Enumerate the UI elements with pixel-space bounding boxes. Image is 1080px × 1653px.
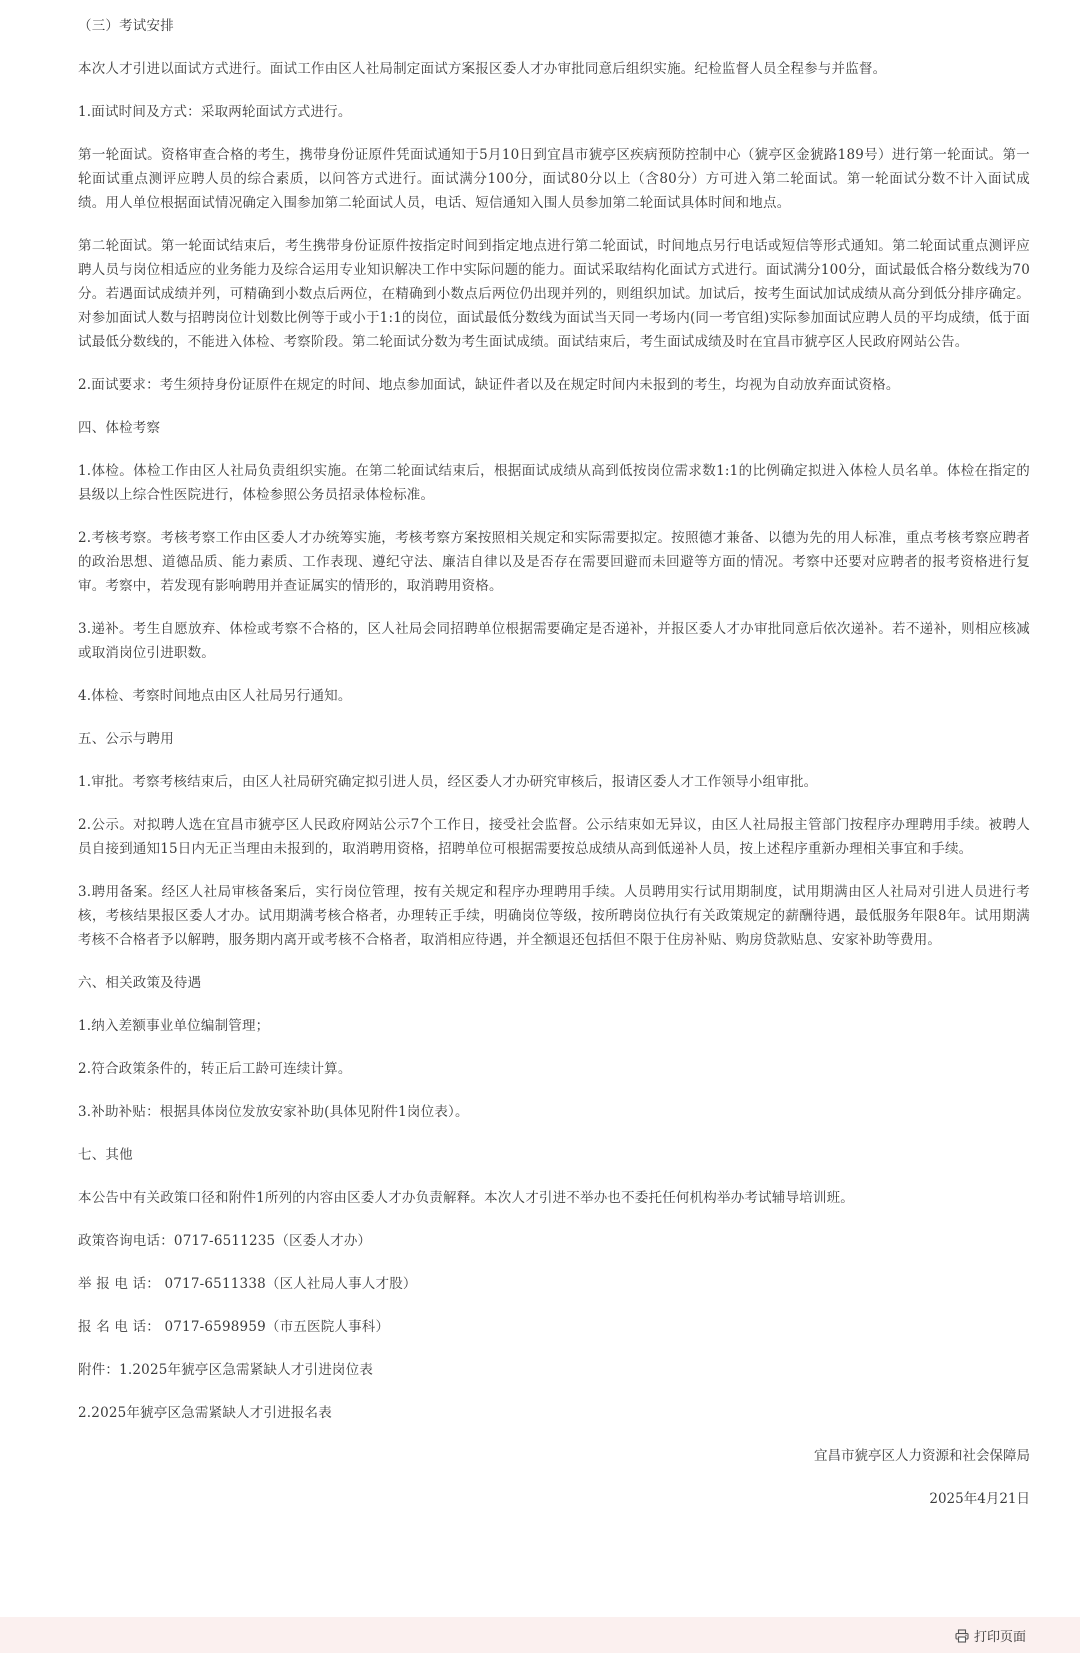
- paragraph-interview-method: 1.面试时间及方式：采取两轮面试方式进行。: [78, 104, 352, 120]
- paragraph-policy-3: 3.补助补贴：根据具体岗位发放安家补助(具体见附件1岗位表）。: [78, 1104, 469, 1120]
- paragraph-interpretation: 本公告中有关政策口径和附件1所列的内容由区委人才办负责解释。本次人才引进不举办也不委托任何机构举办考试辅导培训班。: [78, 1190, 854, 1206]
- paragraph-policy-phone: 政策咨询电话：0717-6511235（区委人才办）: [78, 1233, 372, 1249]
- paragraph-exam-intro: 本次人才引进以面试方式进行。面试工作由区人社局制定面试方案报区委人才办审批同意后组织实施。纪检监督人员全程参与并监督。: [78, 61, 887, 77]
- print-page-label: 打印页面: [973, 1630, 1026, 1645]
- footer-bar: [0, 1617, 1080, 1653]
- section-heading-physical: 四、体检考察: [78, 420, 161, 436]
- signature-org: 宜昌市猇亭区人力资源和社会保障局: [814, 1448, 1030, 1464]
- paragraph-first-round: 第一轮面试。资格审查合格的考生，携带身份证原件凭面试通知于5月10日到宜昌市猇亭区疾病预防控制中心（猇亭区金猇路189号）进行第一轮面试。第一轮面试重点测评应聘人员的综合素质，以问答方式进行。面试满分100分，面试80分以上（含80分）方可进入第二轮面试。第一轮面试分数不计入面试成绩。用人单位根据面试情况确定入围参加第二轮面试人员，电话、短信通知入围人员参加第二轮面试具体时间和地点。: [78, 147, 1030, 211]
- section-heading-exam: （三）考试安排: [78, 18, 174, 34]
- signature-date: 2025年4月21日: [929, 1491, 1030, 1507]
- article-body: [78, 14, 1030, 1530]
- paragraph-signup-phone: 报 名 电 话： 0717-6598959（市五医院人事科）: [78, 1319, 390, 1335]
- section-heading-publicity: 五、公示与聘用: [78, 731, 174, 747]
- paragraph-employment-filing: 3.聘用备案。经区人社局审核备案后，实行岗位管理，按有关规定和程序办理聘用手续。人员聘用实行试用期制度，试用期满由区人社局对引进人员进行考核，考核结果报区委人才办。试用期满考核合格者，办理转正手续，明确岗位等级，按所聘岗位执行有关政策规定的薪酬待遇，最低服务年限8年。试用期满考核不合格者予以解聘，服务期内离开或考核不合格者，取消相应待遇，并全额退还包括但不限于住房补贴、购房贷款贴息、安家补助等费用。: [78, 884, 1030, 948]
- paragraph-interview-requirements: 2.面试要求：考生须持身份证原件在规定的时间、地点参加面试，缺证件者以及在规定时间内未报到的考生，均视为自动放弃面试资格。: [78, 377, 900, 393]
- paragraph-second-round: 第二轮面试。第一轮面试结束后，考生携带身份证原件按指定时间到指定地点进行第二轮面试，时间地点另行电话或短信等形式通知。第二轮面试重点测评应聘人员与岗位相适应的业务能力及综合运用专业知识解决工作中实际问题的能力。面试采取结构化面试方式进行。面试满分100分，面试最低合格分数线为70分。若遇面试成绩并列，可精确到小数点后两位，在精确到小数点后两位仍出现并列的，则组织加试。加试后，按考生面试加试成绩从高分到低分排序确定。对参加面试人数与招聘岗位计划数比例等于或小于1:1的岗位，面试最低分数线为面试当天同一考场内(同一考官组)实际参加面试应聘人员的平均成绩，低于面试最低分数线的，不能进入体检、考察阶段。第二轮面试分数为考生面试成绩。面试结束后，考生面试成绩及时在宜昌市猇亭区人民政府网站公告。: [78, 238, 1030, 350]
- print-page-button[interactable]: [955, 1626, 1026, 1645]
- paragraph-assessment: 2.考核考察。考核考察工作由区委人才办统筹实施，考核考察方案按照相关规定和实际需要拟定。按照德才兼备、以德为先的用人标准，重点考核考察应聘者的政治思想、道德品质、能力素质、工作表现、遵纪守法、廉洁自律以及是否存在需要回避而未回避等方面的情况。考察中还要对应聘者的报考资格进行复审。考察中，若发现有影响聘用并查证属实的情形的，取消聘用资格。: [78, 530, 1030, 594]
- paragraph-substitution: 3.递补。考生自愿放弃、体检或考察不合格的，区人社局会同招聘单位根据需要确定是否递补，并报区委人才办审批同意后依次递补。若不递补，则相应核减或取消岗位引进职数。: [78, 621, 1030, 661]
- paragraph-policy-2: 2.符合政策条件的，转正后工龄可连续计算。: [78, 1061, 352, 1077]
- paragraph-physical-exam: 1.体检。体检工作由区人社局负责组织实施。在第二轮面试结束后，根据面试成绩从高到低按岗位需求数1:1的比例确定拟进入体检人员名单。体检在指定的县级以上综合性医院进行，体检参照公务员招录体检标准。: [78, 463, 1030, 503]
- paragraph-approval: 1.审批。考察考核结束后，由区人社局研究确定拟引进人员，经区委人才办研究审核后，报请区委人才工作领导小组审批。: [78, 774, 818, 790]
- paragraph-physical-notice: 4.体检、考察时间地点由区人社局另行通知。: [78, 688, 352, 704]
- attachment-link-2[interactable]: 2.2025年猇亭区急需紧缺人才引进报名表: [78, 1405, 332, 1421]
- printer-icon: [955, 1629, 969, 1643]
- paragraph-report-phone: 举 报 电 话： 0717-6511338（区人社局人事人才股）: [78, 1276, 417, 1292]
- paragraph-policy-1: 1.纳入差额事业单位编制管理；: [78, 1018, 270, 1034]
- section-heading-policy: 六、相关政策及待遇: [78, 975, 202, 991]
- attachment-link-1[interactable]: 附件：1.2025年猇亭区急需紧缺人才引进岗位表: [78, 1362, 374, 1378]
- section-heading-other: 七、其他: [78, 1147, 133, 1163]
- paragraph-publicity: 2.公示。对拟聘人选在宜昌市猇亭区人民政府网站公示7个工作日，接受社会监督。公示结束如无异议，由区人社局报主管部门按程序办理聘用手续。被聘人员自接到通知15日内无正当理由未报到的，取消聘用资格，招聘单位可根据需要按总成绩从高到低递补人员，按上述程序重新办理相关事宜和手续。: [78, 817, 1030, 857]
